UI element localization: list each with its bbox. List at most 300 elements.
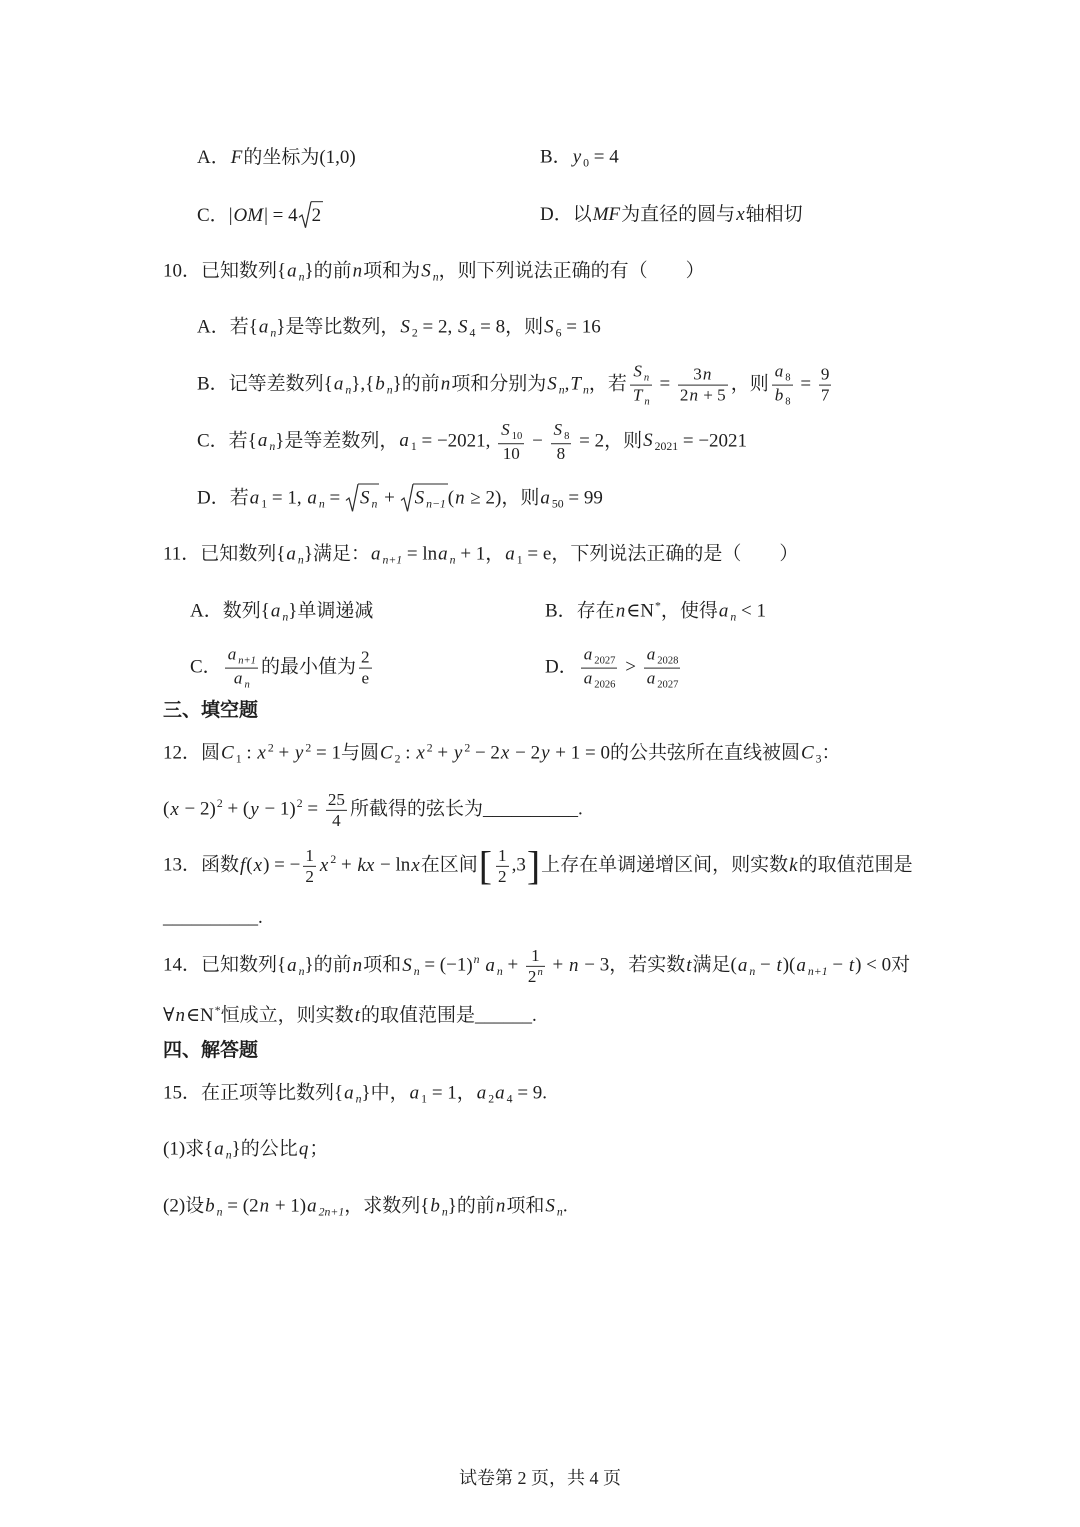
text-run: .: [577, 798, 583, 820]
radicand: [311, 201, 324, 229]
q15-part-1: [163, 1137, 328, 1164]
subscript: 8: [785, 372, 791, 384]
text-run: {: [334, 1082, 344, 1104]
math-symbol: [539, 488, 563, 509]
fraction: [498, 420, 524, 464]
subscript: 2: [394, 752, 401, 766]
text-run: =: [302, 798, 323, 820]
math-symbol: [500, 743, 510, 764]
math-variable: t: [354, 1005, 360, 1027]
math-roman: ): [209, 798, 216, 820]
text-run: },{: [351, 373, 375, 395]
math-symbol: [457, 317, 475, 338]
text-run: + (: [222, 798, 250, 820]
text-run: }: [392, 373, 402, 395]
math-variable: y: [572, 146, 582, 168]
subscript: 2026: [594, 679, 616, 691]
text-run: 的前: [401, 373, 440, 395]
q15-stem: [163, 1081, 547, 1108]
math-variable: a: [333, 373, 344, 395]
text-run: :: [241, 742, 257, 764]
math-variable: S: [545, 1195, 555, 1217]
text-run: 11．已知数列: [163, 543, 277, 565]
math-variable: a: [796, 954, 806, 976]
q13-stem: [163, 843, 913, 889]
subscript: 4: [469, 326, 476, 340]
subscript: n: [298, 270, 305, 284]
math-symbol: [646, 644, 679, 667]
text-run: ∈: [185, 1005, 201, 1027]
fraction: [772, 362, 793, 409]
subscript: n: [225, 1148, 232, 1162]
fraction: [581, 645, 618, 692]
text-run: + 1，: [455, 543, 505, 565]
text-run: }: [276, 316, 286, 338]
text-run: −: [827, 954, 848, 976]
math-variable: x: [257, 742, 266, 764]
text-run: B．存在: [545, 600, 615, 622]
math-variable: n: [615, 600, 626, 622]
math-variable: a: [258, 316, 269, 338]
math-variable: t: [686, 954, 692, 976]
subscript: 6: [555, 326, 562, 340]
subscript: n: [449, 553, 456, 567]
subscript: n: [558, 383, 565, 397]
math-variable: x: [411, 854, 420, 876]
subscript: n+1: [382, 553, 403, 567]
subscript: n: [386, 383, 393, 397]
math-variable: S: [501, 420, 510, 440]
fraction-denominator: [819, 385, 832, 406]
math-symbol: [795, 954, 828, 978]
math-symbol: [572, 147, 589, 168]
math-symbol: [209, 798, 222, 819]
math-symbol: [688, 386, 699, 405]
math-variable: a: [399, 430, 409, 452]
text-run: 7: [820, 385, 830, 405]
text-run: 在区间: [420, 854, 478, 876]
text-run: C．: [190, 656, 222, 678]
math-symbol: [546, 373, 565, 397]
subscript: 1: [235, 752, 242, 766]
text-run: − ln: [375, 854, 411, 876]
text-run: 轴相切: [745, 204, 803, 226]
fraction: [326, 790, 347, 830]
math-variable: a: [774, 361, 784, 381]
text-run: |: [228, 205, 233, 227]
text-run: = 9.: [512, 1082, 548, 1104]
math-symbol: [285, 544, 303, 565]
math-variable: x: [500, 742, 510, 764]
math-symbol: [774, 385, 791, 408]
text-run: {: [204, 1138, 214, 1160]
text-run: (: [163, 798, 170, 820]
text-run: 的前: [313, 954, 352, 976]
text-run: ：: [821, 742, 841, 764]
fraction-denominator: [630, 385, 652, 409]
subscript: n: [432, 270, 439, 284]
q9-option-c: [197, 201, 323, 229]
fraction-denominator: [678, 385, 728, 406]
text-run: +: [379, 487, 400, 509]
subscript: 8: [785, 396, 791, 408]
subscript: n: [282, 610, 289, 624]
text-run: (2)设: [163, 1195, 205, 1217]
q11-option-c: [190, 645, 375, 692]
math-symbol: [286, 261, 304, 282]
math-symbol: [354, 1005, 361, 1026]
math-symbol: [286, 954, 305, 978]
subscript: 1: [261, 497, 268, 511]
radicand: [413, 484, 448, 513]
q12-stem: [163, 740, 841, 767]
math-variable: a: [476, 1082, 487, 1104]
text-run: .: [531, 1005, 537, 1027]
math-symbol: [359, 488, 377, 509]
math-symbol: [540, 743, 550, 764]
text-run: ______: [474, 1005, 532, 1027]
math-variable: S: [414, 487, 425, 509]
math-roman: ): [466, 954, 473, 976]
text-run: −: [527, 430, 548, 452]
math-symbol: [374, 373, 393, 397]
math-symbol: [298, 1139, 310, 1160]
math-symbol: [319, 854, 336, 875]
math-symbol: [399, 317, 417, 338]
text-run: }: [447, 1195, 457, 1217]
math-roman: ): [289, 798, 296, 820]
subscript: 2021: [654, 440, 679, 454]
fraction: [551, 420, 572, 464]
superscript: 2: [216, 797, 223, 811]
section-heading-solve: 四、解答题: [163, 1040, 259, 1062]
superscript: 2: [426, 741, 433, 755]
text-run: = 4: [589, 146, 619, 168]
subscript: n: [730, 610, 737, 624]
text-run: ∈: [626, 600, 641, 622]
text-run: 为直径的圆与: [621, 204, 736, 226]
text-run: 2: [305, 866, 314, 886]
math-symbol: [370, 544, 402, 565]
math-symbol: [583, 644, 616, 667]
subscript: n+1: [807, 964, 828, 978]
text-run: }: [231, 1138, 241, 1160]
math-variable: x: [736, 204, 745, 226]
math-variable: b: [205, 1195, 215, 1217]
math-symbol: [583, 668, 616, 691]
text-run: 的前: [313, 260, 352, 282]
math-variable: S: [458, 316, 468, 338]
text-run: D．以: [540, 204, 592, 226]
fraction-numerator: [225, 645, 258, 668]
math-variable: C: [800, 742, 814, 764]
math-symbol: [410, 854, 420, 875]
subscript: 2: [411, 326, 418, 340]
text-run: 10: [502, 444, 520, 464]
math-symbol: [174, 1005, 186, 1026]
text-run: ，若: [588, 373, 627, 395]
text-run: A．若: [197, 316, 249, 338]
math-variable: a: [409, 1082, 420, 1104]
subscript: n: [643, 372, 650, 384]
math-symbol: [356, 854, 375, 875]
math-variable: S: [633, 361, 642, 381]
math-variable: x: [253, 854, 263, 876]
subscript: n: [216, 1205, 223, 1219]
fraction: [678, 365, 728, 405]
text-run: +: [547, 954, 568, 976]
subscript: n: [441, 1205, 448, 1219]
math-symbol: [494, 1083, 512, 1104]
fraction: [644, 645, 681, 692]
text-run: | = 4: [264, 205, 298, 227]
math-symbol: [466, 954, 479, 975]
subscript: n: [749, 964, 756, 978]
subscript: n: [345, 383, 352, 397]
text-run: ；: [309, 1138, 329, 1160]
math-symbol: [640, 601, 661, 622]
math-variable: S: [402, 954, 412, 976]
math-variable: a: [270, 600, 281, 622]
math-symbol: [227, 644, 256, 667]
fraction-numerator: [644, 645, 681, 668]
math-variable: a: [249, 487, 260, 509]
superscript: 2: [305, 741, 312, 755]
math-variable: n: [259, 1195, 270, 1217]
text-run: 满足：: [312, 543, 370, 565]
math-variable: a: [485, 954, 495, 976]
math-symbol: [420, 261, 438, 282]
fraction-denominator: [496, 866, 509, 887]
text-run: }: [288, 600, 298, 622]
math-symbol: [352, 954, 364, 975]
page-footer: 试卷第 2 页，共 4 页: [459, 1467, 621, 1488]
subscript: n+1: [238, 655, 256, 667]
text-run: 25: [327, 789, 345, 809]
math-variable: a: [287, 260, 297, 282]
text-run: C．: [197, 205, 229, 227]
q11-option-a: [190, 599, 373, 626]
subscript: n: [413, 964, 420, 978]
text-run: − 2: [470, 742, 500, 764]
superscript: 2: [296, 797, 303, 811]
text-run: ≥ 2)，则: [465, 487, 540, 509]
subscript: n: [318, 497, 325, 511]
text-run: 单调递减: [297, 600, 374, 622]
text-run: 恒成立，则实数: [220, 1005, 354, 1027]
math-symbol: [233, 668, 250, 691]
text-run: = 16: [561, 316, 601, 338]
math-symbol: [702, 365, 713, 384]
text-run: =: [654, 373, 675, 395]
text-run: −: [755, 954, 776, 976]
math-symbol: [718, 601, 736, 622]
q11-option-d: [545, 645, 683, 692]
math-variable: q: [298, 1138, 309, 1160]
math-symbol: [259, 1196, 271, 1217]
math-symbol: [528, 967, 543, 986]
fraction-numerator: [630, 362, 652, 385]
text-run: 所截得的弦长为: [349, 798, 483, 820]
math-symbol: [220, 743, 242, 764]
text-run: − 2: [510, 742, 541, 764]
math-variable: f: [240, 854, 246, 876]
text-run: +: [273, 742, 294, 764]
text-run: = 8，则: [475, 316, 544, 338]
text-run: 2: [311, 205, 322, 227]
fraction: [630, 362, 652, 409]
math-symbol: [737, 954, 756, 978]
math-variable: a: [646, 668, 656, 688]
fraction-denominator: [498, 443, 524, 464]
radical-stroke: [401, 484, 413, 511]
q10-option-b: [197, 362, 834, 409]
math-symbol: [437, 544, 455, 565]
text-run: +: [432, 742, 453, 764]
text-run: 项和: [363, 954, 402, 976]
math-symbol: [289, 798, 302, 819]
text-run: {: [323, 373, 333, 395]
math-symbol: [294, 743, 311, 764]
math-roman: N: [200, 1005, 214, 1027]
q9-option-a: [197, 145, 356, 171]
fraction-numerator: [326, 790, 347, 810]
math-variable: S: [400, 316, 410, 338]
math-symbol: [352, 261, 364, 282]
subscript: 1: [410, 440, 417, 454]
fraction-numerator: [496, 846, 509, 866]
text-run: 的取值范围是: [798, 854, 913, 876]
text-run: {: [420, 1195, 430, 1217]
math-variable: a: [505, 543, 515, 565]
math-variable: a: [286, 543, 296, 565]
math-variable: y: [541, 742, 550, 764]
text-run: 4: [332, 810, 341, 830]
math-symbol: [592, 204, 621, 225]
text-run: ) < 0对: [855, 954, 911, 976]
text-run: 上存在单调递增区间，则实数: [541, 854, 789, 876]
math-symbol: [495, 1196, 507, 1217]
fraction-denominator: [359, 668, 372, 689]
math-variable: a: [344, 1082, 354, 1104]
text-run: = 1，: [427, 1082, 476, 1104]
text-run: − 2: [179, 798, 210, 820]
fraction-numerator: [772, 362, 793, 385]
text-run: ，则: [730, 373, 769, 395]
math-symbol: [500, 420, 523, 442]
text-run: 的最小值为: [260, 656, 356, 678]
math-variable: k: [789, 854, 798, 876]
math-variable: T: [632, 385, 643, 405]
subscript: 2n+1: [318, 1205, 345, 1219]
text-run: B．记等差数列: [197, 373, 324, 395]
math-symbol: [306, 1196, 344, 1217]
math-variable: C: [379, 742, 393, 764]
large-bracket: ]: [526, 843, 541, 889]
text-run: 10．已知数列: [163, 260, 278, 282]
math-symbol: [453, 743, 470, 764]
text-run: ) = −: [263, 854, 301, 876]
math-symbol: [249, 488, 267, 509]
math-symbol: [569, 373, 589, 397]
math-symbol: [484, 954, 503, 978]
subscript: n: [496, 964, 503, 978]
fraction-numerator: [526, 946, 545, 966]
text-run: < 1: [736, 600, 767, 622]
fraction: [359, 648, 372, 688]
math-symbol: [200, 1005, 221, 1026]
subscript: 8: [564, 430, 570, 442]
q11-stem: [163, 542, 798, 569]
math-variable: S: [544, 316, 554, 338]
text-run: = −2021: [678, 430, 748, 452]
text-run: }: [304, 954, 314, 976]
text-run: ,3: [511, 854, 526, 876]
math-variable: n: [495, 1195, 506, 1217]
math-symbol: [333, 373, 352, 397]
math-symbol: [257, 430, 276, 454]
text-run: {: [277, 954, 287, 976]
fraction-denominator: [581, 668, 618, 692]
text-run: A．数列: [190, 600, 261, 622]
fraction: [303, 846, 316, 886]
text-run: + 5: [699, 385, 726, 405]
subscript: 3: [815, 752, 822, 766]
q10-option-d: [197, 484, 603, 513]
math-symbol: [230, 147, 244, 168]
math-symbol: [788, 854, 798, 875]
math-symbol: [632, 385, 650, 408]
math-variable: n: [175, 1005, 185, 1027]
text-run: }: [361, 1082, 371, 1104]
math-symbol: [429, 1196, 447, 1217]
text-run: +: [502, 954, 523, 976]
math-variable: OM: [233, 205, 264, 227]
math-symbol: [256, 743, 273, 764]
text-run: ∀: [163, 1005, 175, 1027]
fraction-denominator: [526, 966, 545, 987]
math-variable: b: [430, 1195, 440, 1217]
text-run: __________: [482, 798, 578, 820]
math-symbol: [415, 743, 432, 764]
fraction: [225, 645, 258, 692]
math-symbol: [401, 954, 420, 978]
text-run: 15．在正项等比数列: [163, 1082, 335, 1104]
text-run: +: [336, 854, 357, 876]
q10-stem: [163, 259, 705, 286]
math-symbol: [398, 430, 417, 454]
fraction-denominator: [225, 668, 258, 692]
radical-stroke: [346, 484, 358, 511]
math-symbol: [646, 668, 679, 691]
fraction-denominator: [551, 443, 572, 464]
radical-stroke: [299, 202, 311, 228]
text-run: }: [304, 260, 314, 282]
math-variable: T: [570, 373, 581, 395]
radicand: [358, 484, 379, 513]
text-run: :: [400, 742, 416, 764]
radical-sign-icon: [346, 484, 358, 513]
text-run: = (−1: [419, 954, 467, 976]
fraction-numerator: [359, 648, 372, 668]
math-variable: C: [221, 742, 234, 764]
text-run: {: [276, 543, 286, 565]
text-run: {: [247, 430, 257, 452]
math-variable: a: [583, 668, 593, 688]
radical-sign-icon: [299, 201, 311, 229]
subscript: 50: [551, 497, 564, 511]
subscript: n: [244, 679, 250, 691]
